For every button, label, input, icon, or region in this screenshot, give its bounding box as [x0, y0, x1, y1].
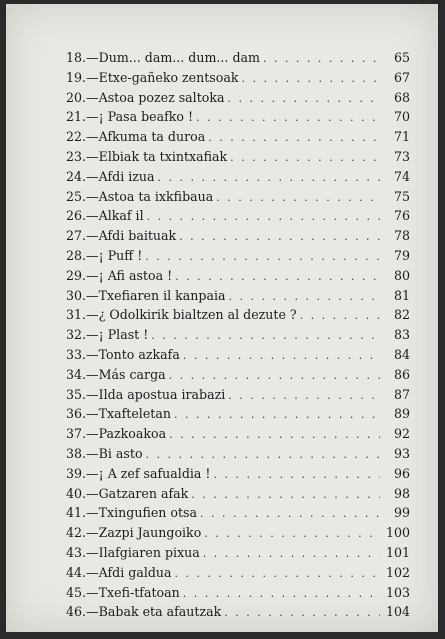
toc-entry	[66, 406, 410, 426]
entry-title: —Txafteletan	[86, 406, 171, 422]
dot-leader	[225, 389, 380, 402]
toc-entry	[66, 327, 410, 347]
entry-number: 46.	[66, 604, 87, 620]
entry-title: —Ilafgiaren pixua	[86, 544, 200, 560]
entry-page-number: 80	[393, 267, 410, 283]
toc-entry	[66, 169, 410, 189]
dot-leader	[155, 171, 380, 184]
entry-title: —Astoa pozez saltoka	[86, 89, 225, 105]
entry-number: 24.	[66, 168, 87, 184]
toc-entry	[66, 149, 410, 169]
entry-page-number: 68	[393, 89, 410, 105]
entry-title: —¡ Plast !	[86, 327, 149, 343]
entry-number: 29.	[66, 267, 87, 283]
dot-leader	[239, 72, 381, 85]
dot-leader	[200, 547, 380, 560]
toc-entry	[66, 367, 410, 387]
entry-page-number: 101	[385, 544, 410, 560]
toc-entry	[66, 248, 410, 268]
entry-number: 36.	[66, 406, 87, 422]
dot-leader	[297, 309, 380, 322]
toc-entry	[66, 208, 410, 228]
entry-title: —¡ A zef safualdia !	[86, 465, 211, 481]
toc-entry	[66, 70, 410, 90]
entry-page-number: 103	[385, 584, 410, 600]
toc-entry	[66, 307, 410, 327]
entry-page-number: 67	[393, 69, 410, 85]
entry-page-number: 81	[393, 287, 410, 303]
entry-title: —Afdi galdua	[86, 564, 172, 580]
entry-number: 37.	[66, 426, 87, 442]
toc-entry	[66, 466, 410, 486]
toc-entry	[66, 387, 410, 407]
entry-page-number: 78	[393, 228, 410, 244]
entry-title: —Alkaf il	[86, 208, 144, 224]
entry-page-number: 70	[393, 109, 410, 125]
toc-entry	[66, 604, 410, 624]
entry-number: 35.	[66, 386, 87, 402]
book-page	[6, 4, 438, 632]
entry-title: —Afdi izua	[86, 168, 155, 184]
entry-number: 42.	[66, 525, 87, 541]
dot-leader	[193, 111, 380, 124]
entry-title: —¿ Odolkirik bialtzen al dezute ?	[86, 307, 297, 323]
dot-leader	[205, 131, 380, 144]
toc-entry	[66, 525, 410, 545]
entry-title: —Dum... dam... dum... dam	[86, 50, 260, 65]
entry-title: —Astoa ta ixkfibaua	[86, 188, 214, 204]
toc-entry	[66, 50, 410, 70]
entry-number: 20.	[66, 89, 87, 105]
entry-title: —Elbiak ta txintxafiak	[86, 148, 228, 164]
dot-leader	[148, 329, 380, 342]
dot-leader	[166, 428, 380, 441]
entry-page-number: 92	[393, 426, 410, 442]
entry-title: —Txefi-tfatoan	[86, 584, 180, 600]
entry-number: 39.	[66, 465, 87, 481]
entry-title: —Txefiaren il kanpaia	[86, 287, 226, 303]
entry-page-number: 65	[393, 50, 410, 65]
entry-title: —Pazkoakoa	[86, 426, 167, 442]
entry-title: —Etxe-gañeko zentsoak	[86, 69, 239, 85]
toc-entry	[66, 486, 410, 506]
entry-page-number: 87	[393, 386, 410, 402]
entry-title: —Zazpi Jaungoiko	[86, 525, 202, 541]
dot-leader	[201, 527, 380, 540]
entry-number: 38.	[66, 445, 87, 461]
entry-title: —Txingufien otsa	[86, 505, 198, 521]
dot-leader	[180, 349, 380, 362]
entry-title: —Afdi baituak	[86, 228, 177, 244]
dot-leader	[176, 230, 380, 243]
entry-page-number: 73	[393, 148, 410, 164]
entry-title: —Babak eta afautzak	[86, 604, 222, 620]
entry-number: 40.	[66, 485, 87, 501]
entry-title: —¡ Pasa beafko !	[86, 109, 194, 125]
entry-number: 25.	[66, 188, 87, 204]
toc-entry	[66, 109, 410, 129]
entry-number: 22.	[66, 129, 87, 145]
dot-leader	[210, 468, 380, 481]
toc-entry	[66, 585, 410, 605]
entry-page-number: 98	[393, 485, 410, 501]
entry-number: 31.	[66, 307, 87, 323]
entry-number: 23.	[66, 148, 87, 164]
toc-entry	[66, 228, 410, 248]
toc-entry	[66, 545, 410, 565]
entry-page-number: 96	[393, 465, 410, 481]
dot-leader	[227, 151, 380, 164]
entry-page-number: 76	[393, 208, 410, 224]
entry-title: —Ilda apostua irabazi	[86, 386, 226, 402]
entry-page-number: 83	[393, 327, 410, 343]
entry-number: 32.	[66, 327, 87, 343]
dot-leader	[172, 567, 380, 580]
entry-title: —Tonto azkafa	[86, 346, 180, 362]
dot-leader	[221, 606, 380, 619]
dot-leader	[144, 210, 380, 223]
toc-entry	[66, 505, 410, 525]
entry-number: 28.	[66, 247, 87, 263]
entry-number: 21.	[66, 109, 87, 125]
entry-title: —Bi asto	[86, 445, 143, 461]
entry-page-number: 89	[393, 406, 410, 422]
dot-leader	[180, 587, 380, 600]
entry-page-number: 82	[393, 307, 410, 323]
entry-number: 43.	[66, 544, 87, 560]
entry-number: 33.	[66, 346, 87, 362]
entry-page-number: 100	[385, 525, 410, 541]
entry-title: —¡ Puff !	[86, 247, 143, 263]
toc-entry	[66, 90, 410, 110]
dot-leader	[213, 191, 380, 204]
dot-leader	[197, 507, 380, 520]
dot-leader	[142, 250, 380, 263]
entry-number: 18.	[66, 50, 87, 65]
entry-title: —Más carga	[86, 366, 166, 382]
dot-leader	[260, 52, 380, 65]
dot-leader	[166, 369, 380, 382]
dot-leader	[172, 270, 380, 283]
entry-page-number: 79	[393, 247, 410, 263]
toc-entry	[66, 347, 410, 367]
entry-title: —Afkuma ta duroa	[86, 129, 206, 145]
entry-number: 26.	[66, 208, 87, 224]
entry-title: —Gatzaren afak	[86, 485, 189, 501]
toc-entry	[66, 268, 410, 288]
dot-leader	[188, 488, 380, 501]
entry-number: 44.	[66, 564, 87, 580]
entry-number: 41.	[66, 505, 87, 521]
toc-entry	[66, 129, 410, 149]
entry-page-number: 93	[393, 445, 410, 461]
toc-entry	[66, 446, 410, 466]
dot-leader	[225, 92, 381, 105]
toc-entry	[66, 426, 410, 446]
dot-leader	[143, 448, 380, 461]
entry-page-number: 86	[393, 366, 410, 382]
entry-page-number: 74	[393, 168, 410, 184]
entry-page-number: 84	[393, 346, 410, 362]
entry-number: 19.	[66, 69, 87, 85]
entry-page-number: 102	[385, 564, 410, 580]
entry-number: 27.	[66, 228, 87, 244]
toc-entry	[66, 288, 410, 308]
entry-title: —¡ Afi astoa !	[86, 267, 173, 283]
toc-entry	[66, 565, 410, 585]
entry-number: 34.	[66, 366, 87, 382]
dot-leader	[226, 290, 381, 303]
table-of-contents	[66, 50, 410, 624]
entry-page-number: 75	[393, 188, 410, 204]
entry-page-number: 71	[393, 129, 410, 145]
entry-number: 30.	[66, 287, 87, 303]
entry-page-number: 99	[393, 505, 410, 521]
entry-page-number: 104	[385, 604, 410, 620]
dot-leader	[171, 408, 380, 421]
toc-entry	[66, 189, 410, 209]
entry-number: 45.	[66, 584, 87, 600]
